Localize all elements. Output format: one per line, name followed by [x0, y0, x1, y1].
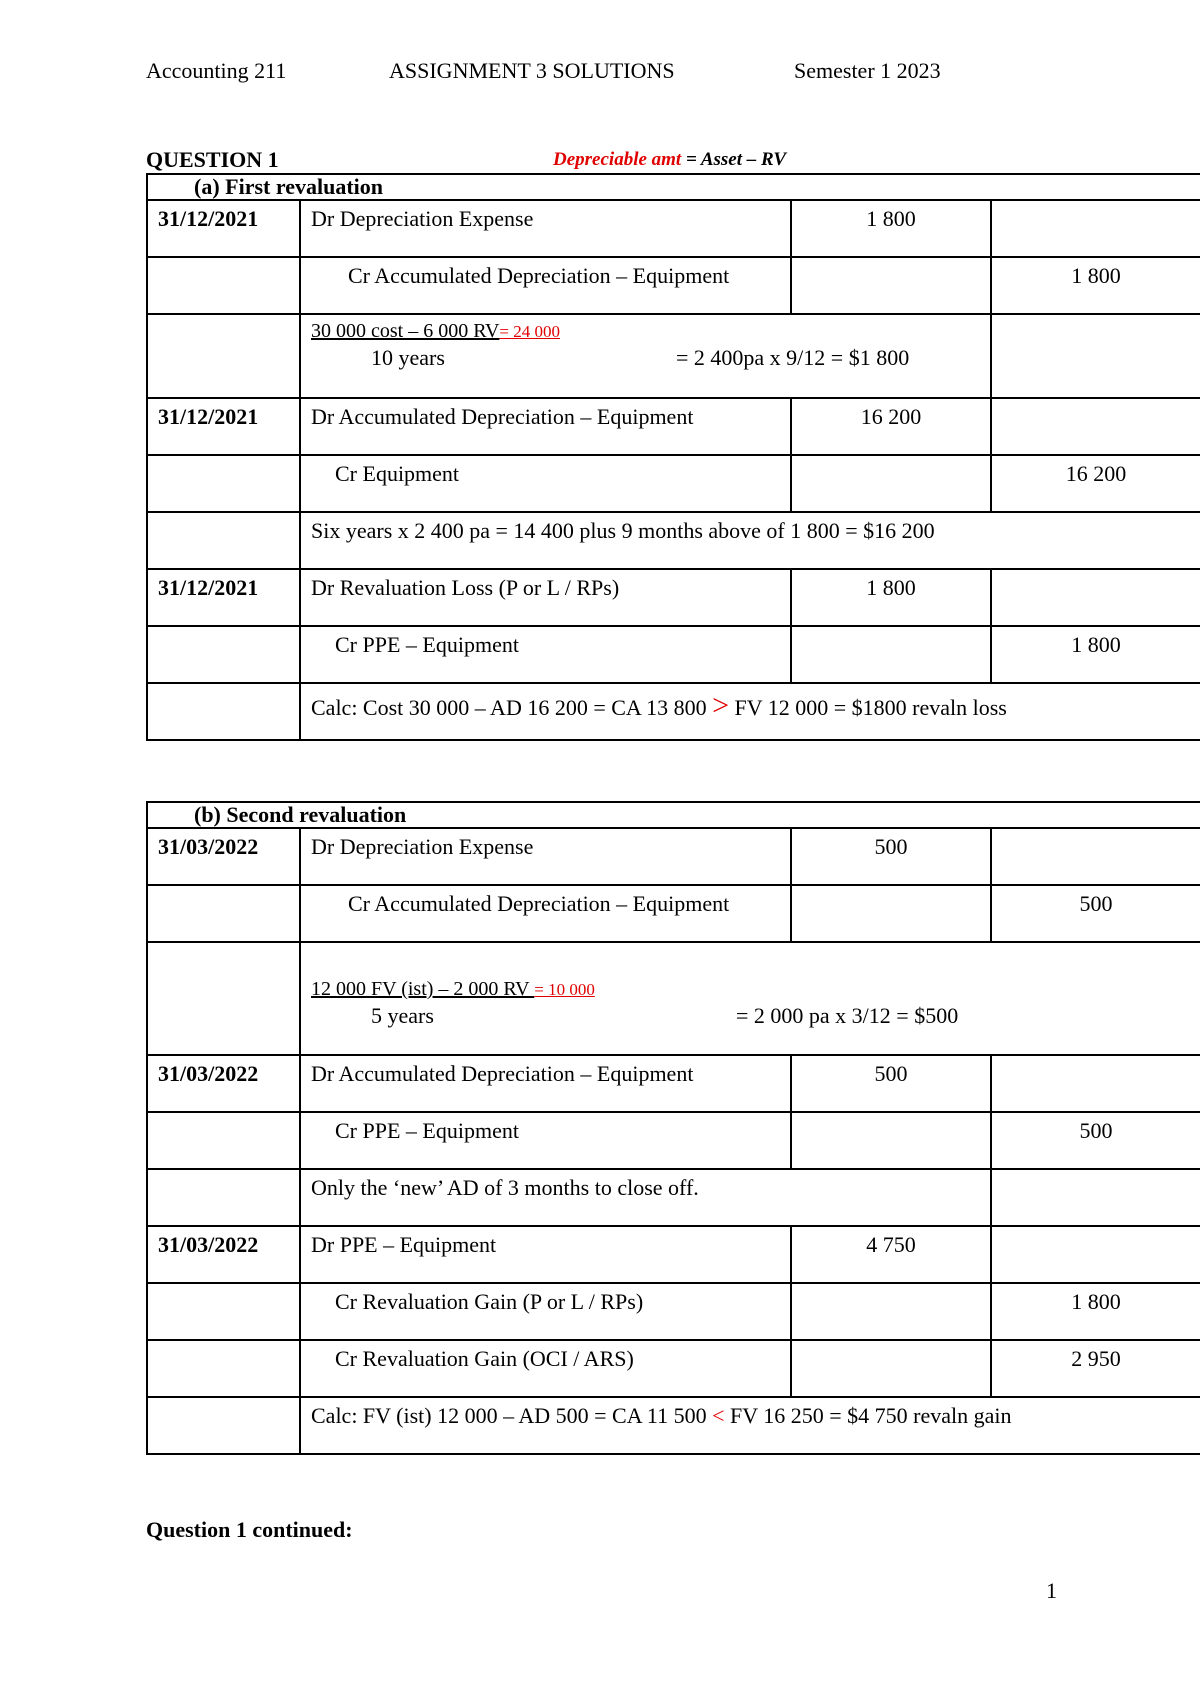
- continued-heading: Question 1 continued:: [146, 1517, 353, 1542]
- debit-account: Dr Depreciation Expense: [300, 828, 791, 885]
- depreciable-amount-formula: [553, 149, 786, 171]
- debit-account: Dr Accumulated Depreciation – Equipment: [300, 398, 791, 455]
- calc-line-2-years: 10 years: [371, 345, 445, 370]
- section-title: (a) First revaluation: [147, 174, 1200, 200]
- question-title: QUESTION 1: [146, 147, 279, 172]
- credit-account: Cr Equipment: [335, 461, 460, 486]
- credit-account: Cr Revaluation Gain (P or L / RPs): [335, 1289, 644, 1314]
- debit-amount: 1 800: [791, 200, 991, 257]
- credit-account: Cr Accumulated Depreciation – Equipment: [348, 891, 730, 916]
- calc-line-1-result: = 24 000: [499, 322, 560, 341]
- credit-amount: 500: [991, 1112, 1200, 1169]
- calc-line-1: 12 000 FV (ist) – 2 000 RV: [311, 978, 535, 1001]
- entry-date: 31/03/2022: [147, 828, 300, 885]
- credit-amount: 1 800: [991, 257, 1200, 314]
- less-than-sign: <: [712, 1403, 725, 1428]
- entry-date: 31/12/2021: [147, 398, 300, 455]
- credit-account: Cr PPE – Equipment: [335, 632, 519, 657]
- debit-amount: 500: [791, 1055, 991, 1112]
- closing-note: Only the ‘new’ AD of 3 months to close off.: [300, 1169, 991, 1226]
- entry-date: 31/03/2022: [147, 1055, 300, 1112]
- page-number: 1: [1046, 1578, 1057, 1603]
- credit-amount: 500: [991, 885, 1200, 942]
- calc-line-1-result: = 10 000: [534, 980, 595, 1000]
- calc-line-1: 30 000 cost – 6 000 RV: [311, 320, 500, 342]
- debit-amount: 500: [791, 828, 991, 885]
- greater-than-sign: >: [712, 689, 730, 722]
- revaluation-loss-calculation: Calc: Cost 30 000 – AD 16 200 = CA 13 800 > FV 12 000 = $1800 revaln loss: [300, 683, 1200, 740]
- credit-account: Cr Revaluation Gain (OCI / ARS): [335, 1346, 634, 1371]
- debit-amount: 4 750: [791, 1226, 991, 1283]
- debit-account: Dr Revaluation Loss (P or L / RPs): [300, 569, 791, 626]
- journal-table-second-revaluation: [146, 801, 1200, 1455]
- accumulated-depreciation-calculation: Six years x 2 400 pa = 14 400 plus 9 months above of 1 800 = $16 200: [300, 512, 1200, 569]
- journal-table-first-revaluation: [146, 173, 1200, 741]
- entry-date: 31/12/2021: [147, 200, 300, 257]
- debit-amount: 1 800: [791, 569, 991, 626]
- credit-account: Cr PPE – Equipment: [335, 1118, 519, 1143]
- depreciation-calculation: [300, 942, 1200, 1055]
- credit-account: Cr Accumulated Depreciation – Equipment: [348, 263, 730, 288]
- revaluation-gain-calculation: Calc: FV (ist) 12 000 – AD 500 = CA 11 500 < FV 16 250 = $4 750 revaln gain: [300, 1397, 1200, 1454]
- entry-date: 31/03/2022: [147, 1226, 300, 1283]
- debit-account: Dr PPE – Equipment: [300, 1226, 791, 1283]
- entry-date: 31/12/2021: [147, 569, 300, 626]
- debit-amount: 16 200: [791, 398, 991, 455]
- formula-rest: = Asset – RV: [681, 149, 787, 170]
- section-title: (b) Second revaluation: [147, 802, 1200, 828]
- calc-line-2-years: 5 years: [371, 1003, 434, 1029]
- credit-amount: 2 950: [991, 1340, 1200, 1397]
- debit-account: Dr Accumulated Depreciation – Equipment: [300, 1055, 791, 1112]
- header-title: ASSIGNMENT 3 SOLUTIONS: [389, 58, 675, 83]
- depreciation-calculation: [300, 314, 991, 398]
- debit-account: Dr Depreciation Expense: [300, 200, 791, 257]
- calc-line-2-result: = 2 400pa x 9/12 = $1 800: [676, 345, 910, 370]
- header-course: Accounting 211: [146, 58, 287, 83]
- credit-amount: 16 200: [991, 455, 1200, 512]
- credit-amount: 1 800: [991, 626, 1200, 683]
- credit-amount: 1 800: [991, 1283, 1200, 1340]
- formula-label: Depreciable amt: [553, 149, 682, 170]
- header-semester: Semester 1 2023: [794, 58, 941, 83]
- calc-line-2-result: = 2 000 pa x 3/12 = $500: [736, 1003, 959, 1029]
